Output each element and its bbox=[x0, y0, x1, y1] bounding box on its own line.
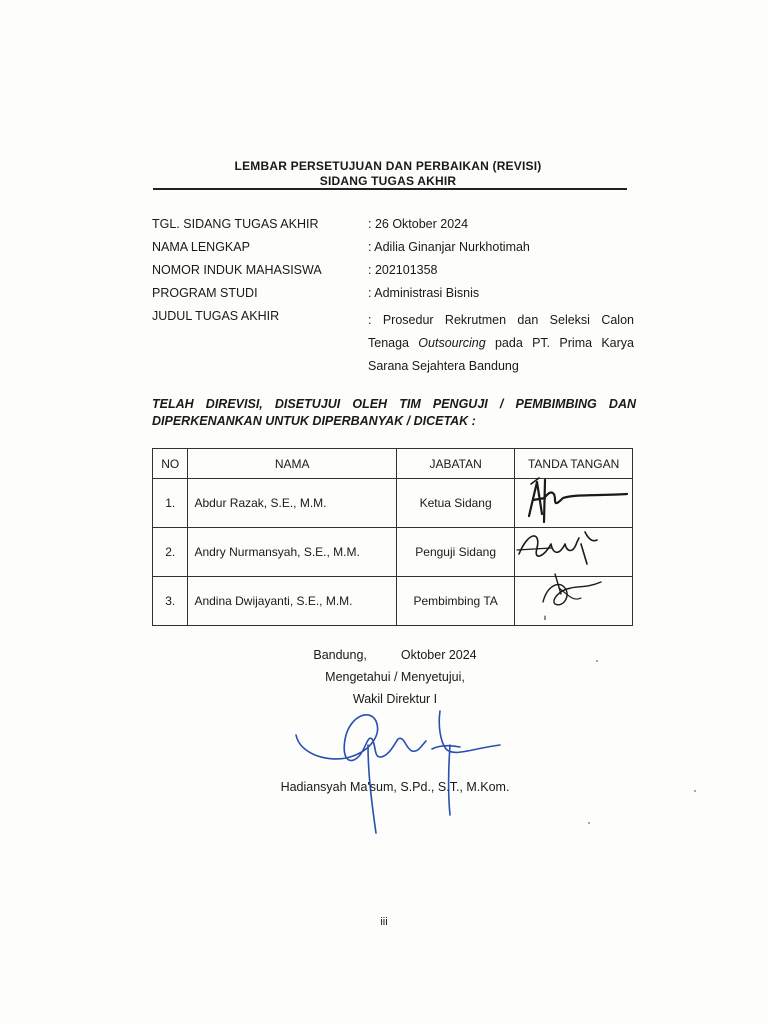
info-value: : 202101358 bbox=[368, 263, 438, 277]
info-value: : Adilia Ginanjar Nurkhotimah bbox=[368, 240, 530, 254]
document-title: LEMBAR PERSETUJUAN DAN PERBAIKAN (REVISI) bbox=[234, 159, 542, 173]
scan-speck bbox=[588, 822, 590, 824]
scan-speck bbox=[694, 790, 696, 792]
info-label: NOMOR INDUK MAHASISWA bbox=[152, 263, 322, 277]
info-label: PROGRAM STUDI bbox=[152, 286, 258, 300]
approval-signer-name: Hadiansyah Ma'sum, S.Pd., S.T., M.Kom. bbox=[280, 780, 510, 794]
thesis-title-text: Tenaga bbox=[368, 336, 419, 350]
thesis-title-line: Sarana Sejahtera Bandung bbox=[368, 359, 519, 373]
cell-nama: Abdur Razak, S.E., M.M. bbox=[188, 479, 397, 528]
info-label: JUDUL TUGAS AKHIR bbox=[152, 309, 280, 323]
signature-director bbox=[290, 705, 510, 840]
cell-nama: Andry Nurmansyah, S.E., M.M. bbox=[188, 528, 397, 577]
info-value: : Administrasi Bisnis bbox=[368, 286, 480, 300]
title-underline bbox=[153, 188, 627, 190]
approval-date: Oktober 2024 bbox=[400, 648, 477, 662]
document-subtitle: SIDANG TUGAS AKHIR bbox=[319, 174, 457, 188]
info-row-date bbox=[152, 217, 642, 240]
thesis-title-line: : Prosedur Rekrutmen dan Seleksi Calon bbox=[368, 313, 634, 327]
approval-statement bbox=[152, 396, 636, 430]
page-number: iii bbox=[380, 916, 388, 928]
approval-place-date bbox=[250, 648, 540, 662]
info-row-nim bbox=[152, 263, 642, 286]
thesis-title bbox=[368, 309, 634, 378]
info-label: NAMA LENGKAP bbox=[152, 240, 250, 254]
thesis-title-text: pada PT. Prima Karya bbox=[485, 336, 634, 350]
cell-nama: Andina Dwijayanti, S.E., M.M. bbox=[188, 577, 397, 626]
info-value: : 26 Oktober 2024 bbox=[368, 217, 469, 231]
header-no: NO bbox=[153, 449, 188, 479]
cell-jabatan: Pembimbing TA bbox=[397, 577, 515, 626]
cell-jabatan: Penguji Sidang bbox=[397, 528, 515, 577]
cell-no: 3. bbox=[153, 577, 188, 626]
info-row-judul bbox=[152, 309, 642, 373]
info-label: TGL. SIDANG TUGAS AKHIR bbox=[152, 217, 319, 231]
cell-jabatan: Ketua Sidang bbox=[397, 479, 515, 528]
statement-line: TELAH DIREVISI, DISETUJUI OLEH TIM PENGUJI / PEMBIMBING DAN bbox=[152, 397, 636, 411]
cell-no: 2. bbox=[153, 528, 188, 577]
scan-speck bbox=[596, 660, 598, 662]
approval-place: Bandung, bbox=[313, 648, 367, 662]
statement-line: DIPERKENANKAN UNTUK DIPERBANYAK / DICETAK : bbox=[152, 414, 476, 428]
student-info bbox=[152, 217, 642, 373]
cell-no: 1. bbox=[153, 479, 188, 528]
header-tanda-tangan: TANDA TANGAN bbox=[515, 449, 633, 479]
info-row-name bbox=[152, 240, 642, 263]
approval-acknowledge: Mengetahui / Menyetujui, bbox=[325, 670, 465, 684]
header-nama: NAMA bbox=[188, 449, 397, 479]
approval-position: Wakil Direktur I bbox=[352, 692, 438, 706]
signature-examiners bbox=[515, 470, 635, 620]
info-row-program bbox=[152, 286, 642, 309]
thesis-title-italic: Outsourcing bbox=[418, 336, 486, 350]
thesis-title-line bbox=[368, 332, 634, 355]
header-jabatan: JABATAN bbox=[397, 449, 515, 479]
